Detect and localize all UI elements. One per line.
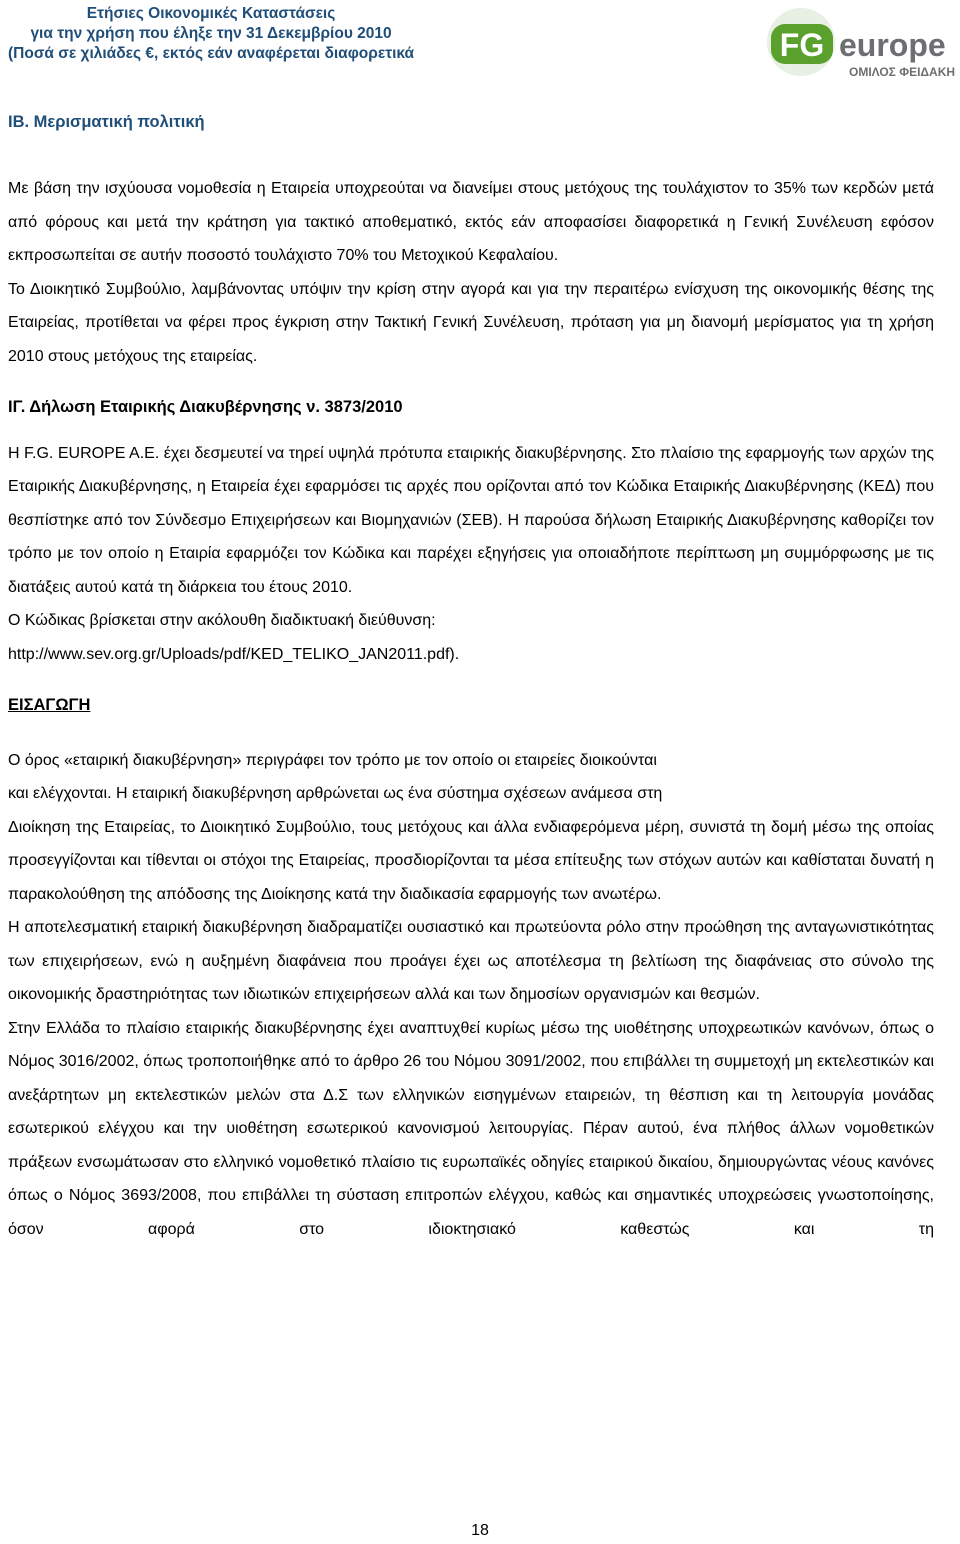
fg-europe-logo — [763, 4, 958, 96]
intro-paragraph-2: Η αποτελεσματική εταιρική διακυβέρνηση διαδραματίζει ουσιαστικό και πρωτεύοντα ρόλο στην προώθηση της ανταγωνιστικότητας των επιχειρήσεων, ενώ η αυξημένη διαφάνεια που προάγει έχει ως αποτέλεσμα τη βελτίωση της διαφάνειας στο σύνολο της οικονομικής δραστηριότητας των ιδιωτικών επιχειρήσεων αλλά και των δημοσίων οργανισμών και θεσμών. — [8, 919, 934, 1003]
dividend-paragraph-2: Το Διοικητικό Συμβούλιο, λαμβάνοντας υπόψιν την κρίση στην αγορά και για την περαιτέρω ενίσχυση της οικονομικής θέσης της Εταιρείας, προτίθεται να φέρει προς έγκριση στην Τακτική Γενική Συνέλευση, πρόταση για μη διανομή μερίσματος για τη χρήση 2010 στους μετόχους της εταιρείας. — [8, 280, 934, 365]
intro-paragraph-1b: και ελέγχονται. Η εταιρική διακυβέρνηση αρθρώνεται ως ένα σύστημα σχέσεων ανάμεσα στη — [8, 785, 663, 802]
intro-paragraph-3: Στην Ελλάδα το πλαίσιο εταιρικής διακυβέρνησης έχει αναπτυχθεί κυρίως μέσω της υιοθέτησης υποχρεωτικών κανόνων, όπως ο Νόμος 3016/2002, όπως τροποποιήθηκε από το άρθρο 26 του Νόμου 3091/2002, που επιβάλλει τη συμμετοχή μη εκτελεστικών και ανεξάρτητων μη εκτελεστικών μελών στα Δ.Σ των ελληνικών εισηγμένων εταιρειών, τη θέσπιση και τη λειτουργία μονάδας εσωτερικού ελέγχου και την υιοθέτηση εσωτερικού κανονισμού λειτουργίας. Πέραν αυτού, ένα πλήθος άλλων νομοθετικών πράξεων ενσωμάτωσαν στο ελληνικό νομοθετικό πλαίσιο τις ευρωπαϊκές οδηγίες εταιρικού δικαίου, δημιουργώντας νέους κανόνες όπως ο Νόμος 3693/2008, που επιβάλλει τη σύσταση επιτροπών ελέγχου, καθώς και σημαντικές υποχρεώσεις γνωστοποίησης, όσον αφορά στο ιδιοκτησιακό καθεστώς και τη — [8, 1019, 934, 1238]
intro-paragraph-1a: Ο όρος «εταιρική διακυβέρνηση» περιγράφει τον τρόπο με τον οποίο οι εταιρείες διοικούνται — [8, 751, 657, 769]
section-title-intro: ΕΙΣΑΓΩΓΗ — [8, 696, 91, 714]
page-number: 18 — [471, 1522, 489, 1539]
governance-url: http://www.sev.org.gr/Uploads/pdf/KED_TELIKO_JAN2011.pdf). — [8, 645, 460, 663]
header-line-3: (Ποσά σε χιλιάδες €, εκτός εάν αναφέρεται διαφορετικά — [8, 45, 415, 62]
logo-brand-text: FG — [779, 27, 825, 63]
governance-paragraph-2: Ο Κώδικας βρίσκεται στην ακόλουθη διαδικτυακή διεύθυνση: — [8, 612, 436, 629]
page-header — [0, 0, 960, 108]
governance-paragraph-1: Η F.G. EUROPE A.E. έχει δεσμευτεί να τηρεί υψηλά πρότυπα εταιρικής διακυβέρνησης. Στο πλαίσιο της εφαρμογής των αρχών της Εταιρικής Διακυβέρνησης, η Εταιρεία έχει εφαρμόσει τις αρχές που ορίζονται από τον Κώδικα Εταιρικής Διακυβέρνησης (ΚΕΔ) που θεσπίστηκε από τον Σύνδεσμο Επιχειρήσεων και Βιομηχανιών (ΣΕΒ). Η παρούσα δήλωση Εταιρικής Διακυβέρνησης καθορίζει τον τρόπο με τον οποίο η Εταιρία εφαρμόζει τον Κώδικα και παρέχει εξηγήσεις για οποιαδήποτε περίπτωση μη συμμόρφωσης με τις διατάξεις αυτού κατά τη διάρκεια του έτους 2010. — [8, 444, 934, 596]
section-title-dividend: ΙΒ. Μερισματική πολιτική — [8, 113, 205, 131]
header-line-1: Ετήσιες Οικονομικές Καταστάσεις — [86, 5, 336, 22]
logo-subtitle-text: ΟΜΙΛΟΣ ΦΕΙΔΑΚΗ — [849, 65, 956, 79]
dividend-paragraph-1: Με βάση την ισχύουσα νομοθεσία η Εταιρεία υποχρεούται να διανείμει στους μετόχους της τουλάχιστον το 35% των κερδών μετά από φόρους και μετά την κράτηση για τακτικό αποθεματικό, εκτός εάν αποφασίσει διαφορετικά η Γενική Συνέλευση εφόσον εκπροσωπείται σε αυτήν ποσοστό τουλάχιστο 70% του Μετοχικού Κεφαλαίου. — [8, 180, 934, 264]
intro-paragraph-1c: Διοίκηση της Εταιρείας, το Διοικητικό Συμβούλιο, τους μετόχους και άλλα ενδιαφερόμενα μέρη, συνιστά τη δομή μέσω της οποίας προσεγγίζονται και τίθενται οι στόχοι της Εταιρείας, προσδιορίζονται τα μέσα επίτευξης των στόχων αυτών και καθίσταται δυνατή η παρακολούθηση της απόδοσης της Διοίκησης κατά την διαδικασία εφαρμογής των ανωτέρω. — [8, 818, 934, 903]
document-body — [8, 108, 934, 1246]
header-title-block — [8, 4, 414, 64]
logo-word-text: europe — [839, 27, 946, 63]
section-title-governance: ΙΓ. Δήλωση Εταιρικής Διακυβέρνησης ν. 3873/2010 — [8, 398, 403, 416]
header-line-2: για την χρήση που έληξε την 31 Δεκεμβρίου 2010 — [30, 25, 392, 42]
